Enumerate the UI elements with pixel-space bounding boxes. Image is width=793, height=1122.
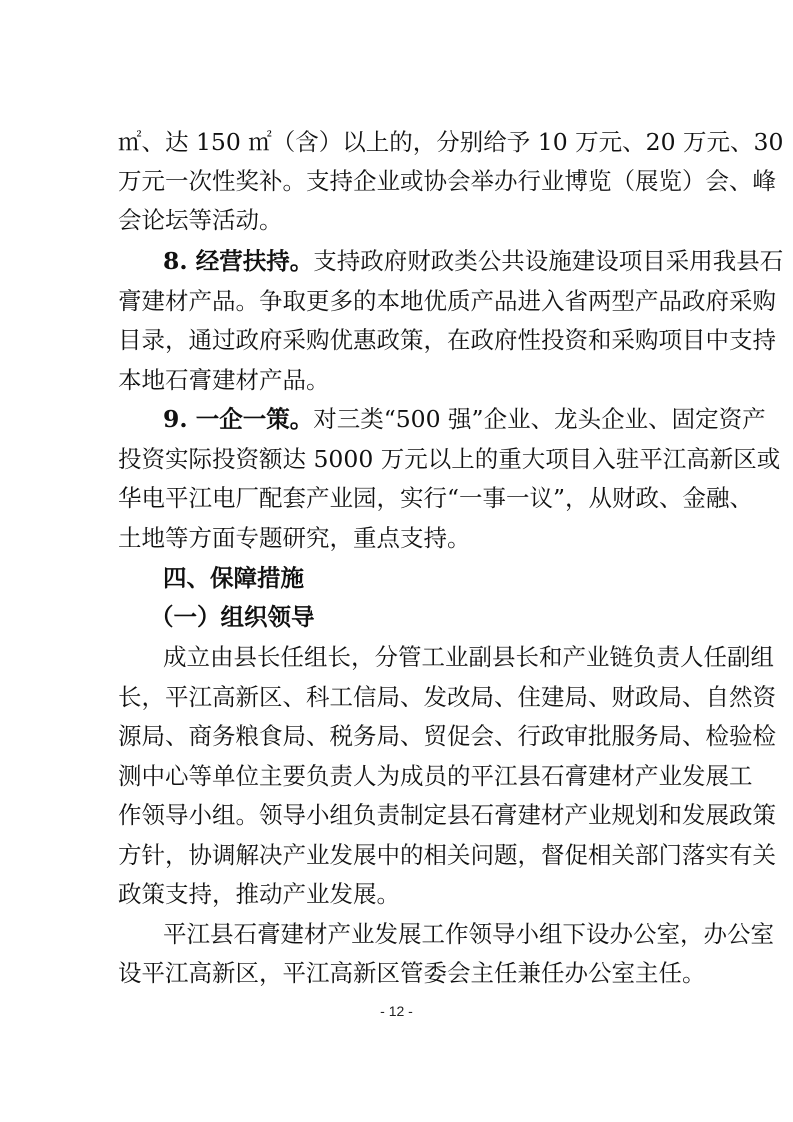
body-line: 作领导小组。领导小组负责制定县石膏建材产业规划和发展政策 bbox=[118, 801, 776, 829]
body-line: 长，平江高新区、科工信局、发改局、住建局、财政局、自然资 bbox=[118, 683, 776, 711]
body-line: 目录，通过政府采购优惠政策，在政府性投资和采购项目中支持 bbox=[118, 326, 776, 354]
body-line: 方针，协调解决产业发展中的相关问题，督促相关部门落实有关 bbox=[118, 841, 776, 869]
page-number: - 12 - bbox=[380, 1003, 413, 1019]
item-9-heading: 9. 一企一策。 bbox=[163, 405, 314, 433]
body-line: ㎡、达 150 ㎡（含）以上的，分别给予 10 万元、20 万元、30 bbox=[118, 128, 784, 156]
body-line: 政策支持，推动产业发展。 bbox=[118, 880, 400, 908]
body-line: 会论坛等活动。 bbox=[118, 206, 283, 234]
body-line: 测中心等单位主要负责人为成员的平江县石膏建材产业发展工 bbox=[118, 762, 753, 790]
section-heading: 四、保障措施 bbox=[163, 564, 304, 592]
body-line: 膏建材产品。争取更多的本地优质产品进入省两型产品政府采购 bbox=[118, 287, 776, 315]
body-line: 源局、商务粮食局、税务局、贸促会、行政审批服务局、检验检 bbox=[118, 722, 776, 750]
body-line: 成立由县长任组长，分管工业副县长和产业链负责人任副组 bbox=[163, 643, 774, 671]
body-line: 万元一次性奖补。支持企业或协会举办行业博览（展览）会、峰 bbox=[118, 167, 776, 195]
item-8-heading: 8. 经营扶持。 bbox=[163, 247, 314, 275]
subsection-heading: （一）组织领导 bbox=[150, 603, 315, 631]
body-line: 设平江高新区，平江高新区管委会主任兼任办公室主任。 bbox=[118, 959, 706, 987]
item-9-first-line bbox=[163, 401, 766, 437]
body-line: 土地等方面专题研究，重点支持。 bbox=[118, 524, 471, 552]
item-8-first-line bbox=[163, 243, 784, 279]
item-8-text: 支持政府财政类公共设施建设项目采用我县石 bbox=[313, 247, 784, 275]
body-line: 投资实际投资额达 5000 万元以上的重大项目入驻平江高新区或 bbox=[118, 445, 781, 473]
body-line: 华电平江电厂配套产业园，实行“一事一议”，从财政、金融、 bbox=[118, 484, 754, 512]
body-line: 平江县石膏建材产业发展工作领导小组下设办公室，办公室 bbox=[163, 920, 774, 948]
body-line: 本地石膏建材产品。 bbox=[118, 366, 330, 394]
item-9-text: 对三类“500 强”企业、龙头企业、固定资产 bbox=[313, 405, 766, 433]
